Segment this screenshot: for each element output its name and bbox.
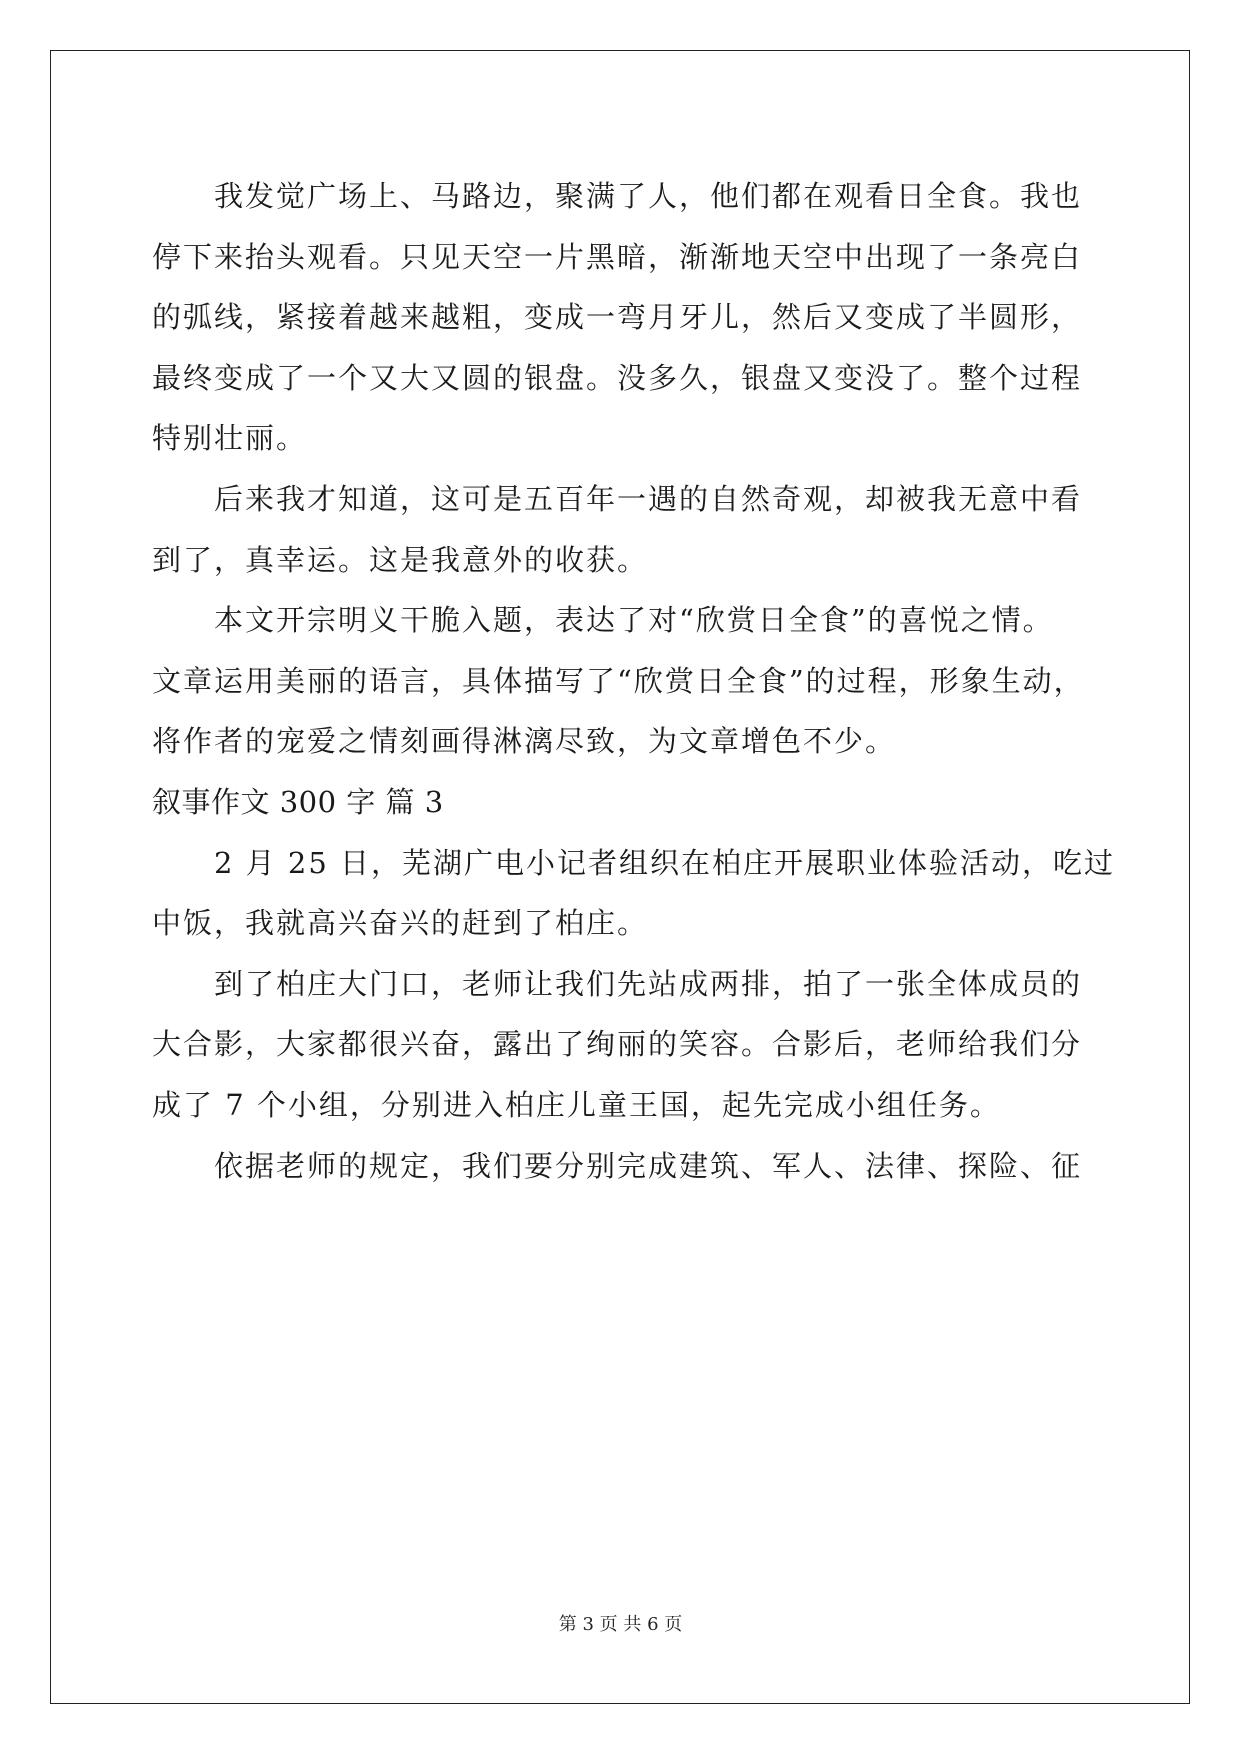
paragraph-line: 文章运用美丽的语言，具体描写了“欣赏日全食”的过程，形象生动， — [152, 663, 1085, 698]
section-heading: 叙事作文 300 字 篇 3 — [152, 784, 444, 819]
paragraph-line: 2 月 25 日，芜湖广电小记者组织在柏庄开展职业体验活动，吃过 — [214, 845, 1116, 880]
paragraph-line: 将作者的宠爱之情刻画得淋漓尽致，为文章增色不少。 — [152, 724, 897, 759]
paragraph-line: 特别壮丽。 — [152, 421, 308, 456]
paragraph-line: 成了 7 个小组，分别进入柏庄儿童王国，起先完成小组任务。 — [152, 1087, 1001, 1122]
paragraph-line: 我发觉广场上、马路边，聚满了人，他们都在观看日全食。我也 — [214, 179, 1083, 213]
document-body — [152, 166, 1116, 1196]
paragraph-line: 依据老师的规定，我们要分别完成建筑、军人、法律、探险、征 — [214, 1148, 1083, 1183]
paragraph-line: 的弧线，紧接着越来越粗，变成一弯月牙儿，然后又变成了半圆形， — [152, 300, 1083, 335]
paragraph-line: 停下来抬头观看。只见天空一片黑暗，渐渐地天空中出现了一条亮白 — [152, 239, 1083, 274]
paragraph-line: 到了柏庄大门口，老师让我们先站成两排，拍了一张全体成员的 — [214, 966, 1083, 1001]
paragraph-line: 后来我才知道，这可是五百年一遇的自然奇观，却被我无意中看 — [214, 481, 1083, 516]
paragraph-line: 中饭，我就高兴奋兴的赶到了柏庄。 — [152, 906, 649, 941]
paragraph-line: 最终变成了一个又大又圆的银盘。没多久，银盘又变没了。整个过程 — [152, 360, 1083, 395]
page-number-footer: 第 3 页 共 6 页 — [558, 1614, 683, 1635]
paragraph-line: 大合影，大家都很兴奋，露出了绚丽的笑容。合影后，老师给我们分 — [152, 1027, 1083, 1062]
paragraph-line: 到了，真幸运。这是我意外的收获。 — [152, 542, 649, 577]
paragraph-line: 本文开宗明义干脆入题，表达了对“欣赏日全食”的喜悦之情。 — [214, 603, 1054, 638]
